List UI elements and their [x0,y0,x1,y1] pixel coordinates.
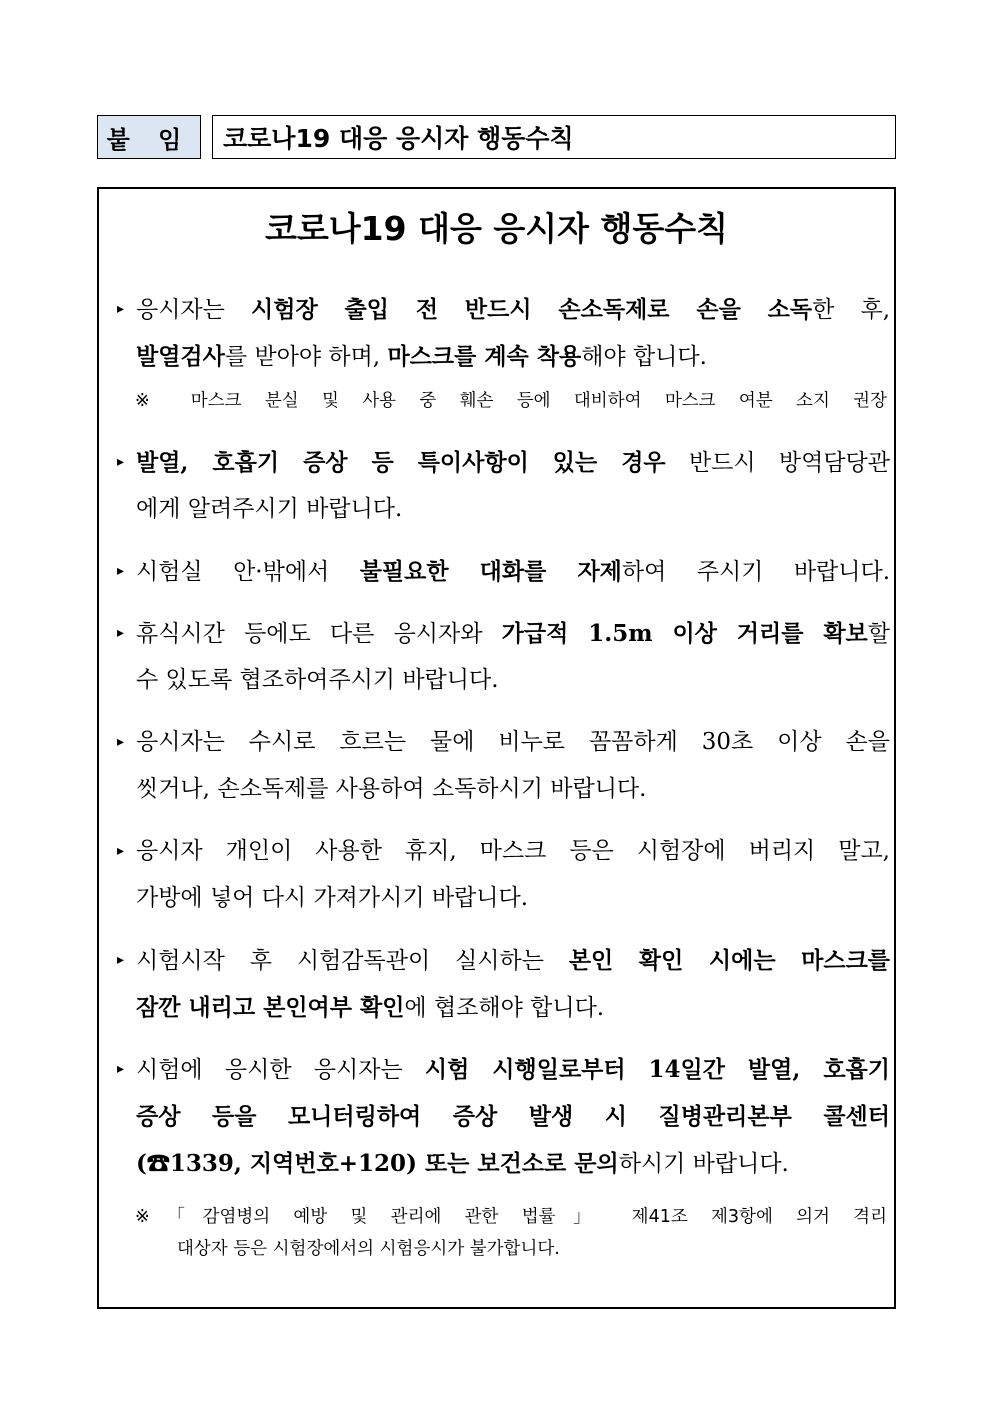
guideline-item-8 [115,1046,890,1187]
item-line: 증상 등을 모니터링하여 증상 발생 시 질병관리본부 콜센터 [136,1103,890,1130]
note-mask: ※ 마스크 분실 및 사용 중 훼손 등에 대비하여 마스크 여분 소지 권장 [135,391,887,411]
item-line: ▸ 시험에 응시한 응시자는 시험 시행일로부터 14일간 발열, 호흡기 [115,1046,890,1093]
item-line: ▸ 발열, 호흡기 증상 등 특이사항이 있는 경우 반드시 방역담당관 [115,439,890,486]
guidelines-title: 코로나19 대응 응시자 행동수칙 [265,209,728,248]
item-line: ▸ 응시자는 시험장 출입 전 반드시 손소독제로 손을 소독한 후, [115,286,890,333]
item-line: 씻거나, 손소독제를 사용하여 소독하시기 바랍니다. [136,776,647,802]
bullet-icon: ▸ [117,563,125,579]
item-line: (☎1339, 지역번호+120) 또는 보건소로 문의하시기 바랍니다. [136,1150,789,1177]
guideline-item-2 [115,439,890,533]
bullet-icon: ▸ [117,952,125,968]
bullet-icon: ▸ [117,734,125,750]
item-line: 가방에 넣어 다시 가져가시기 바랍니다. [136,885,529,911]
guideline-item-7 [115,937,890,1031]
attachment-tag: 붙 임 [97,115,201,159]
item-line: ▸ 시험시작 후 시험감독관이 실시하는 본인 확인 시에는 마스크를 [115,937,890,984]
guideline-item-5 [115,719,890,813]
item-line: ▸ 휴식시간 등에도 다른 응시자와 가급적 1.5m 이상 거리를 확보할 [115,610,890,657]
item-line: ▸ 응시자는 수시로 흐르는 물에 비누로 꼼꼼하게 30초 이상 손을 [115,719,890,766]
guideline-item-6 [115,828,890,922]
item-line: 수 있도록 협조하여주시기 바랍니다. [136,667,499,693]
guideline-item-3 [115,548,890,595]
attachment-header [97,115,896,161]
bullet-icon: ▸ [117,301,125,317]
bullet-icon: ▸ [117,454,125,470]
item-line: 잠깐 내리고 본인여부 확인에 협조해야 합니다. [136,994,605,1021]
note-quarantine: ※「감염병의 예방 및 관리에 관한 법률」 제41조 제3항에 의거 격리 대상자 등은 시험장에서의 시험응시가 불가합니다. [135,1207,887,1259]
item-line: ▸ 시험실 안·밖에서 불필요한 대화를 자제하여 주시기 바랍니다. [115,548,890,595]
bullet-icon: ▸ [117,625,125,641]
guideline-item-1 [115,286,890,380]
bullet-icon: ▸ [117,843,125,859]
item-line: 에게 알려주시기 바랍니다. [136,496,403,522]
guideline-item-4 [115,610,890,704]
guidelines-box [97,187,896,1309]
attachment-title: 코로나19 대응 응시자 행동수칙 [212,115,896,159]
bullet-icon: ▸ [117,1061,125,1077]
item-line: ▸ 응시자 개인이 사용한 휴지, 마스크 등은 시험장에 버리지 말고, [115,828,890,875]
item-line: 발열검사를 받아야 하며, 마스크를 계속 착용해야 합니다. [136,343,707,370]
